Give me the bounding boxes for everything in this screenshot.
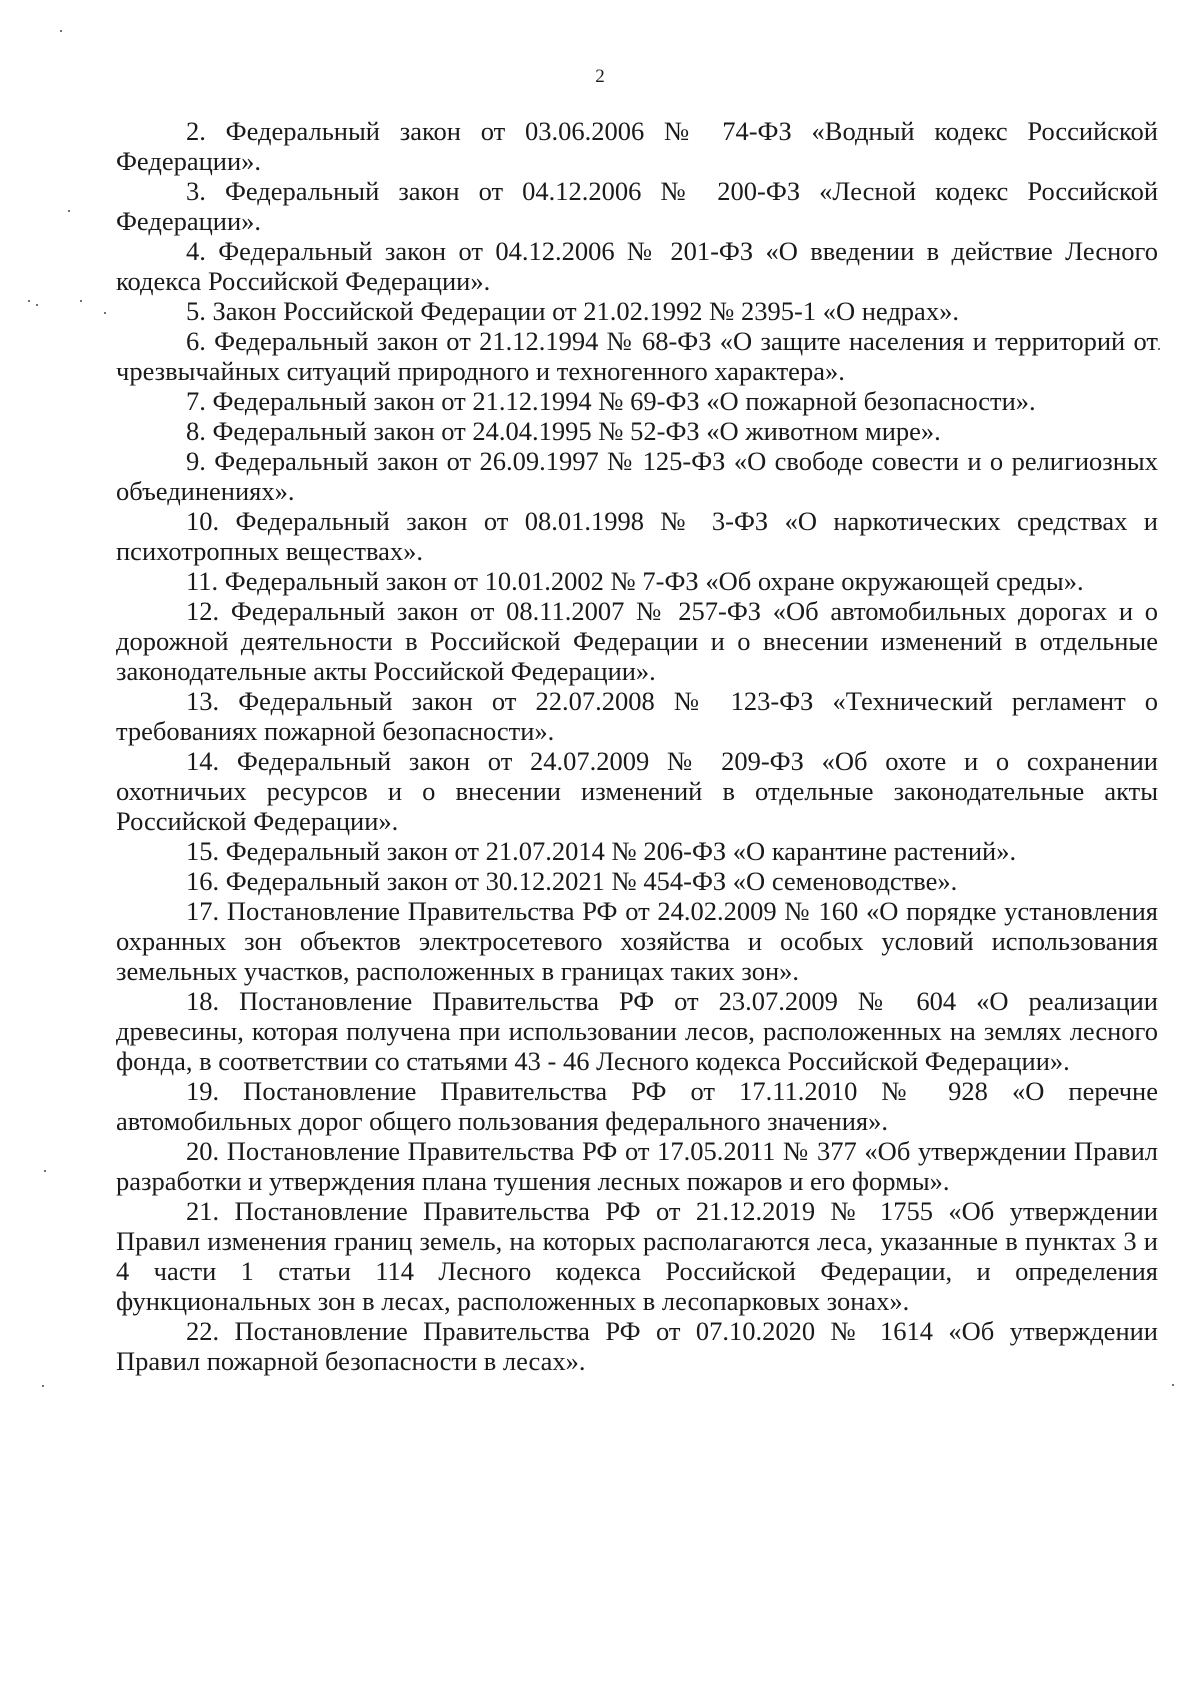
list-item: 11. Федеральный закон от 10.01.2002 № 7-ФЗ «Об охране окружающей среды». xyxy=(186,566,1084,596)
list-item: 19. Постановление Правительства РФ от 17.11.2010 № 928 «О перечне автомобильных дорог общего пользования федерального значения». xyxy=(116,1076,1158,1136)
scan-speck xyxy=(80,300,82,302)
list-item: 15. Федеральный закон от 21.07.2014 № 206-ФЗ «О карантине растений». xyxy=(186,836,1017,866)
scan-speck xyxy=(1158,348,1160,350)
list-item: 13. Федеральный закон от 22.07.2008 № 123-ФЗ «Технический регламент о требованиях пожарной безопасности». xyxy=(116,686,1158,746)
scan-speck xyxy=(60,30,62,32)
scan-speck xyxy=(42,1385,44,1387)
document-body xyxy=(116,116,1158,1376)
list-item: 10. Федеральный закон от 08.01.1998 № 3-ФЗ «О наркотических средствах и психотропных веществах». xyxy=(116,506,1158,566)
scan-speck xyxy=(44,1170,46,1172)
scan-speck xyxy=(104,312,106,314)
list-item: 8. Федеральный закон от 24.04.1995 № 52-ФЗ «О животном мире». xyxy=(186,416,941,446)
list-item: 9. Федеральный закон от 26.09.1997 № 125-ФЗ «О свободе совести и о религиозных объединениях». xyxy=(116,446,1158,506)
list-item: 12. Федеральный закон от 08.11.2007 № 257-ФЗ «Об автомобильных дорогах и о дорожной деятельности в Российской Федерации и о внесении изменений в отдельные законодательные акты Российской Федерации». xyxy=(116,596,1158,686)
page-number: 2 xyxy=(595,66,605,87)
list-item: 4. Федеральный закон от 04.12.2006 № 201-ФЗ «О введении в действие Лесного кодекса Российской Федерации». xyxy=(116,236,1158,296)
scan-speck xyxy=(68,210,70,212)
list-item: 20. Постановление Правительства РФ от 17.05.2011 № 377 «Об утверждении Правил разработки и утверждения плана тушения лесных пожаров и его формы». xyxy=(116,1136,1158,1196)
list-item: 7. Федеральный закон от 21.12.1994 № 69-ФЗ «О пожарной безопасности». xyxy=(186,386,1036,416)
list-item: 18. Постановление Правительства РФ от 23.07.2009 № 604 «О реализации древесины, которая получена при использовании лесов, расположенных на землях лесного фонда, в соответствии со статьями 43 - 46 Лесного кодекса Российской Федерации». xyxy=(116,986,1158,1076)
list-item: 2. Федеральный закон от 03.06.2006 № 74-ФЗ «Водный кодекс Российской Федерации». xyxy=(116,116,1158,176)
list-item: 21. Постановление Правительства РФ от 21.12.2019 № 1755 «Об утверждении Правил изменения границ земель, на которых располагаются леса, указанные в пунктах 3 и 4 части 1 статьи 114 Лесного кодекса Российской Федерации, и определения функциональных зон в лесах, расположенных в лесопарковых зонах». xyxy=(116,1196,1158,1316)
list-item: 5. Закон Российской Федерации от 21.02.1992 № 2395-1 «О недрах». xyxy=(186,296,959,326)
list-item: 6. Федеральный закон от 21.12.1994 № 68-ФЗ «О защите населения и территорий от чрезвычайных ситуаций природного и техногенного характера». xyxy=(116,326,1158,386)
list-item: 14. Федеральный закон от 24.07.2009 № 209-ФЗ «Об охоте и о сохранении охотничьих ресурсов и о внесении изменений в отдельные законодательные акты Российской Федерации». xyxy=(116,746,1158,836)
list-item: 16. Федеральный закон от 30.12.2021 № 454-ФЗ «О семеноводстве». xyxy=(186,866,958,896)
scan-speck xyxy=(36,304,38,306)
scan-speck xyxy=(1172,1384,1174,1386)
list-item: 3. Федеральный закон от 04.12.2006 № 200-ФЗ «Лесной кодекс Российской Федерации». xyxy=(116,176,1158,236)
list-item: 17. Постановление Правительства РФ от 24.02.2009 № 160 «О порядке установления охранных зон объектов электросетевого хозяйства и особых условий использования земельных участков, расположенных в границах таких зон». xyxy=(116,896,1158,986)
scan-speck xyxy=(28,300,30,302)
list-item: 22. Постановление Правительства РФ от 07.10.2020 № 1614 «Об утверждении Правил пожарной безопасности в лесах». xyxy=(116,1316,1158,1376)
